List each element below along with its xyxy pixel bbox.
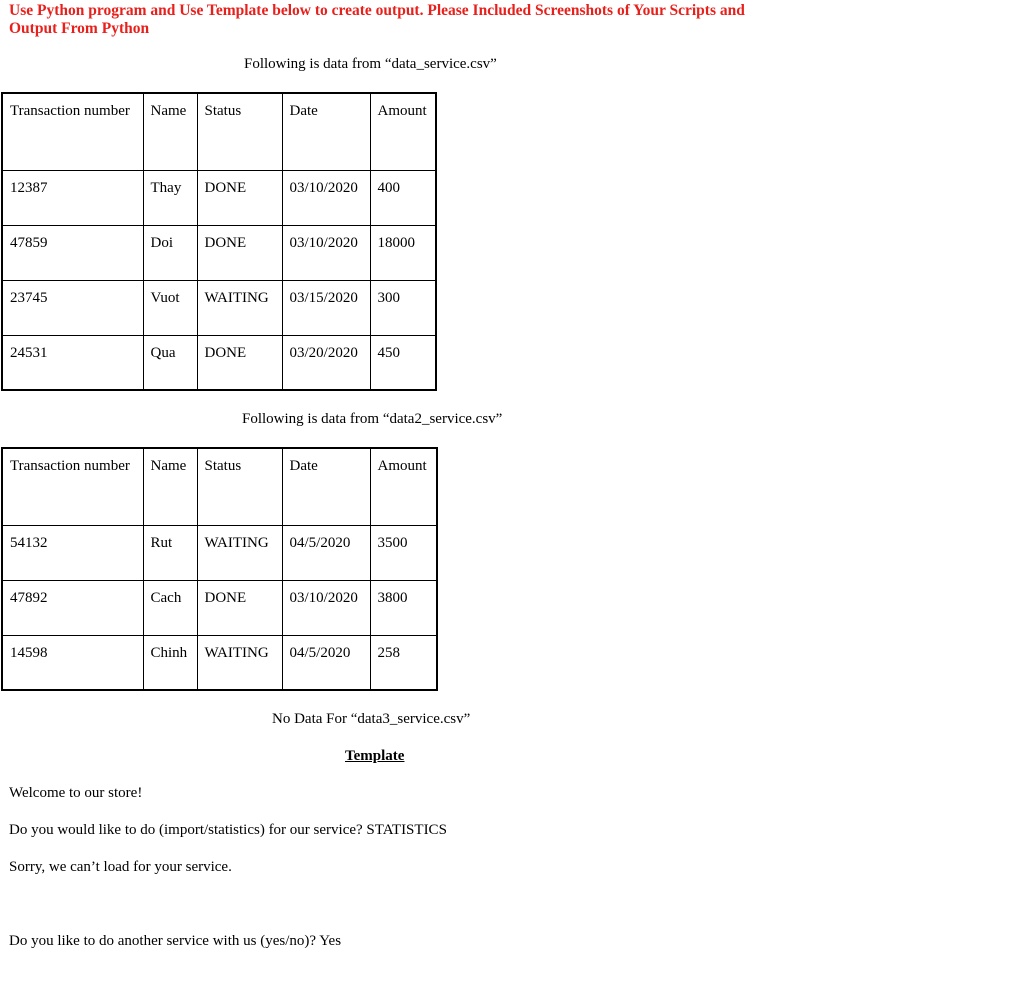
table-row [2, 225, 436, 280]
table-cell: 258 [370, 635, 437, 690]
table-cell: WAITING [197, 280, 282, 335]
table-cell: DONE [197, 580, 282, 635]
table-cell: 47859 [2, 225, 143, 280]
column-header: Transaction number [2, 448, 143, 525]
table-cell: DONE [197, 335, 282, 390]
template-title: Template [345, 748, 405, 764]
column-header: Transaction number [2, 93, 143, 170]
table-cell: Cach [143, 580, 197, 635]
table-header-row [2, 93, 436, 170]
column-header: Name [143, 448, 197, 525]
table1-caption: Following is data from “data_service.csv” [244, 56, 497, 72]
table-row [2, 335, 436, 390]
column-header: Status [197, 448, 282, 525]
table-cell: 400 [370, 170, 436, 225]
column-header: Amount [370, 448, 437, 525]
service-question-line: Do you would like to do (import/statistics) for our service? STATISTICS [9, 822, 447, 838]
another-service-line: Do you like to do another service with us (yes/no)? Yes [9, 933, 342, 949]
table-cell: 03/20/2020 [282, 335, 370, 390]
table-cell: 3500 [370, 525, 437, 580]
table-cell: 3800 [370, 580, 437, 635]
column-header: Date [282, 93, 370, 170]
table-cell: WAITING [197, 635, 282, 690]
column-header: Name [143, 93, 197, 170]
table-row [2, 580, 437, 635]
table-cell: 03/10/2020 [282, 580, 370, 635]
table-cell: 04/5/2020 [282, 525, 370, 580]
table-row [2, 525, 437, 580]
table-cell: 54132 [2, 525, 143, 580]
table-cell: 03/10/2020 [282, 225, 370, 280]
table-cell: 03/15/2020 [282, 280, 370, 335]
error-message-line: Sorry, we can’t load for your service. [9, 859, 232, 875]
table-cell: Doi [143, 225, 197, 280]
table-cell: Chinh [143, 635, 197, 690]
table-cell: 14598 [2, 635, 143, 690]
table-cell: 450 [370, 335, 436, 390]
table-cell: 12387 [2, 170, 143, 225]
data-service-table [1, 92, 437, 391]
table-cell: Thay [143, 170, 197, 225]
no-data-note: No Data For “data3_service.csv” [272, 711, 471, 727]
column-header: Amount [370, 93, 436, 170]
table-cell: 04/5/2020 [282, 635, 370, 690]
table-row [2, 170, 436, 225]
table-cell: 23745 [2, 280, 143, 335]
table2-caption: Following is data from “data2_service.csv” [242, 411, 503, 427]
table-cell: 300 [370, 280, 436, 335]
table-cell: Qua [143, 335, 197, 390]
table-cell: DONE [197, 225, 282, 280]
table-cell: Rut [143, 525, 197, 580]
data2-service-table [1, 447, 438, 691]
table-header-row [2, 448, 437, 525]
table-cell: 18000 [370, 225, 436, 280]
column-header: Date [282, 448, 370, 525]
table-cell: DONE [197, 170, 282, 225]
instructions-heading: Use Python program and Use Template below to create output. Please Included Screenshots of Your Scripts and Output From Python [9, 2, 745, 37]
table-cell: Vuot [143, 280, 197, 335]
table-row [2, 635, 437, 690]
welcome-line: Welcome to our store! [9, 785, 143, 801]
table-cell: 03/10/2020 [282, 170, 370, 225]
table-row [2, 280, 436, 335]
table-cell: WAITING [197, 525, 282, 580]
table-cell: 24531 [2, 335, 143, 390]
column-header: Status [197, 93, 282, 170]
table-cell: 47892 [2, 580, 143, 635]
